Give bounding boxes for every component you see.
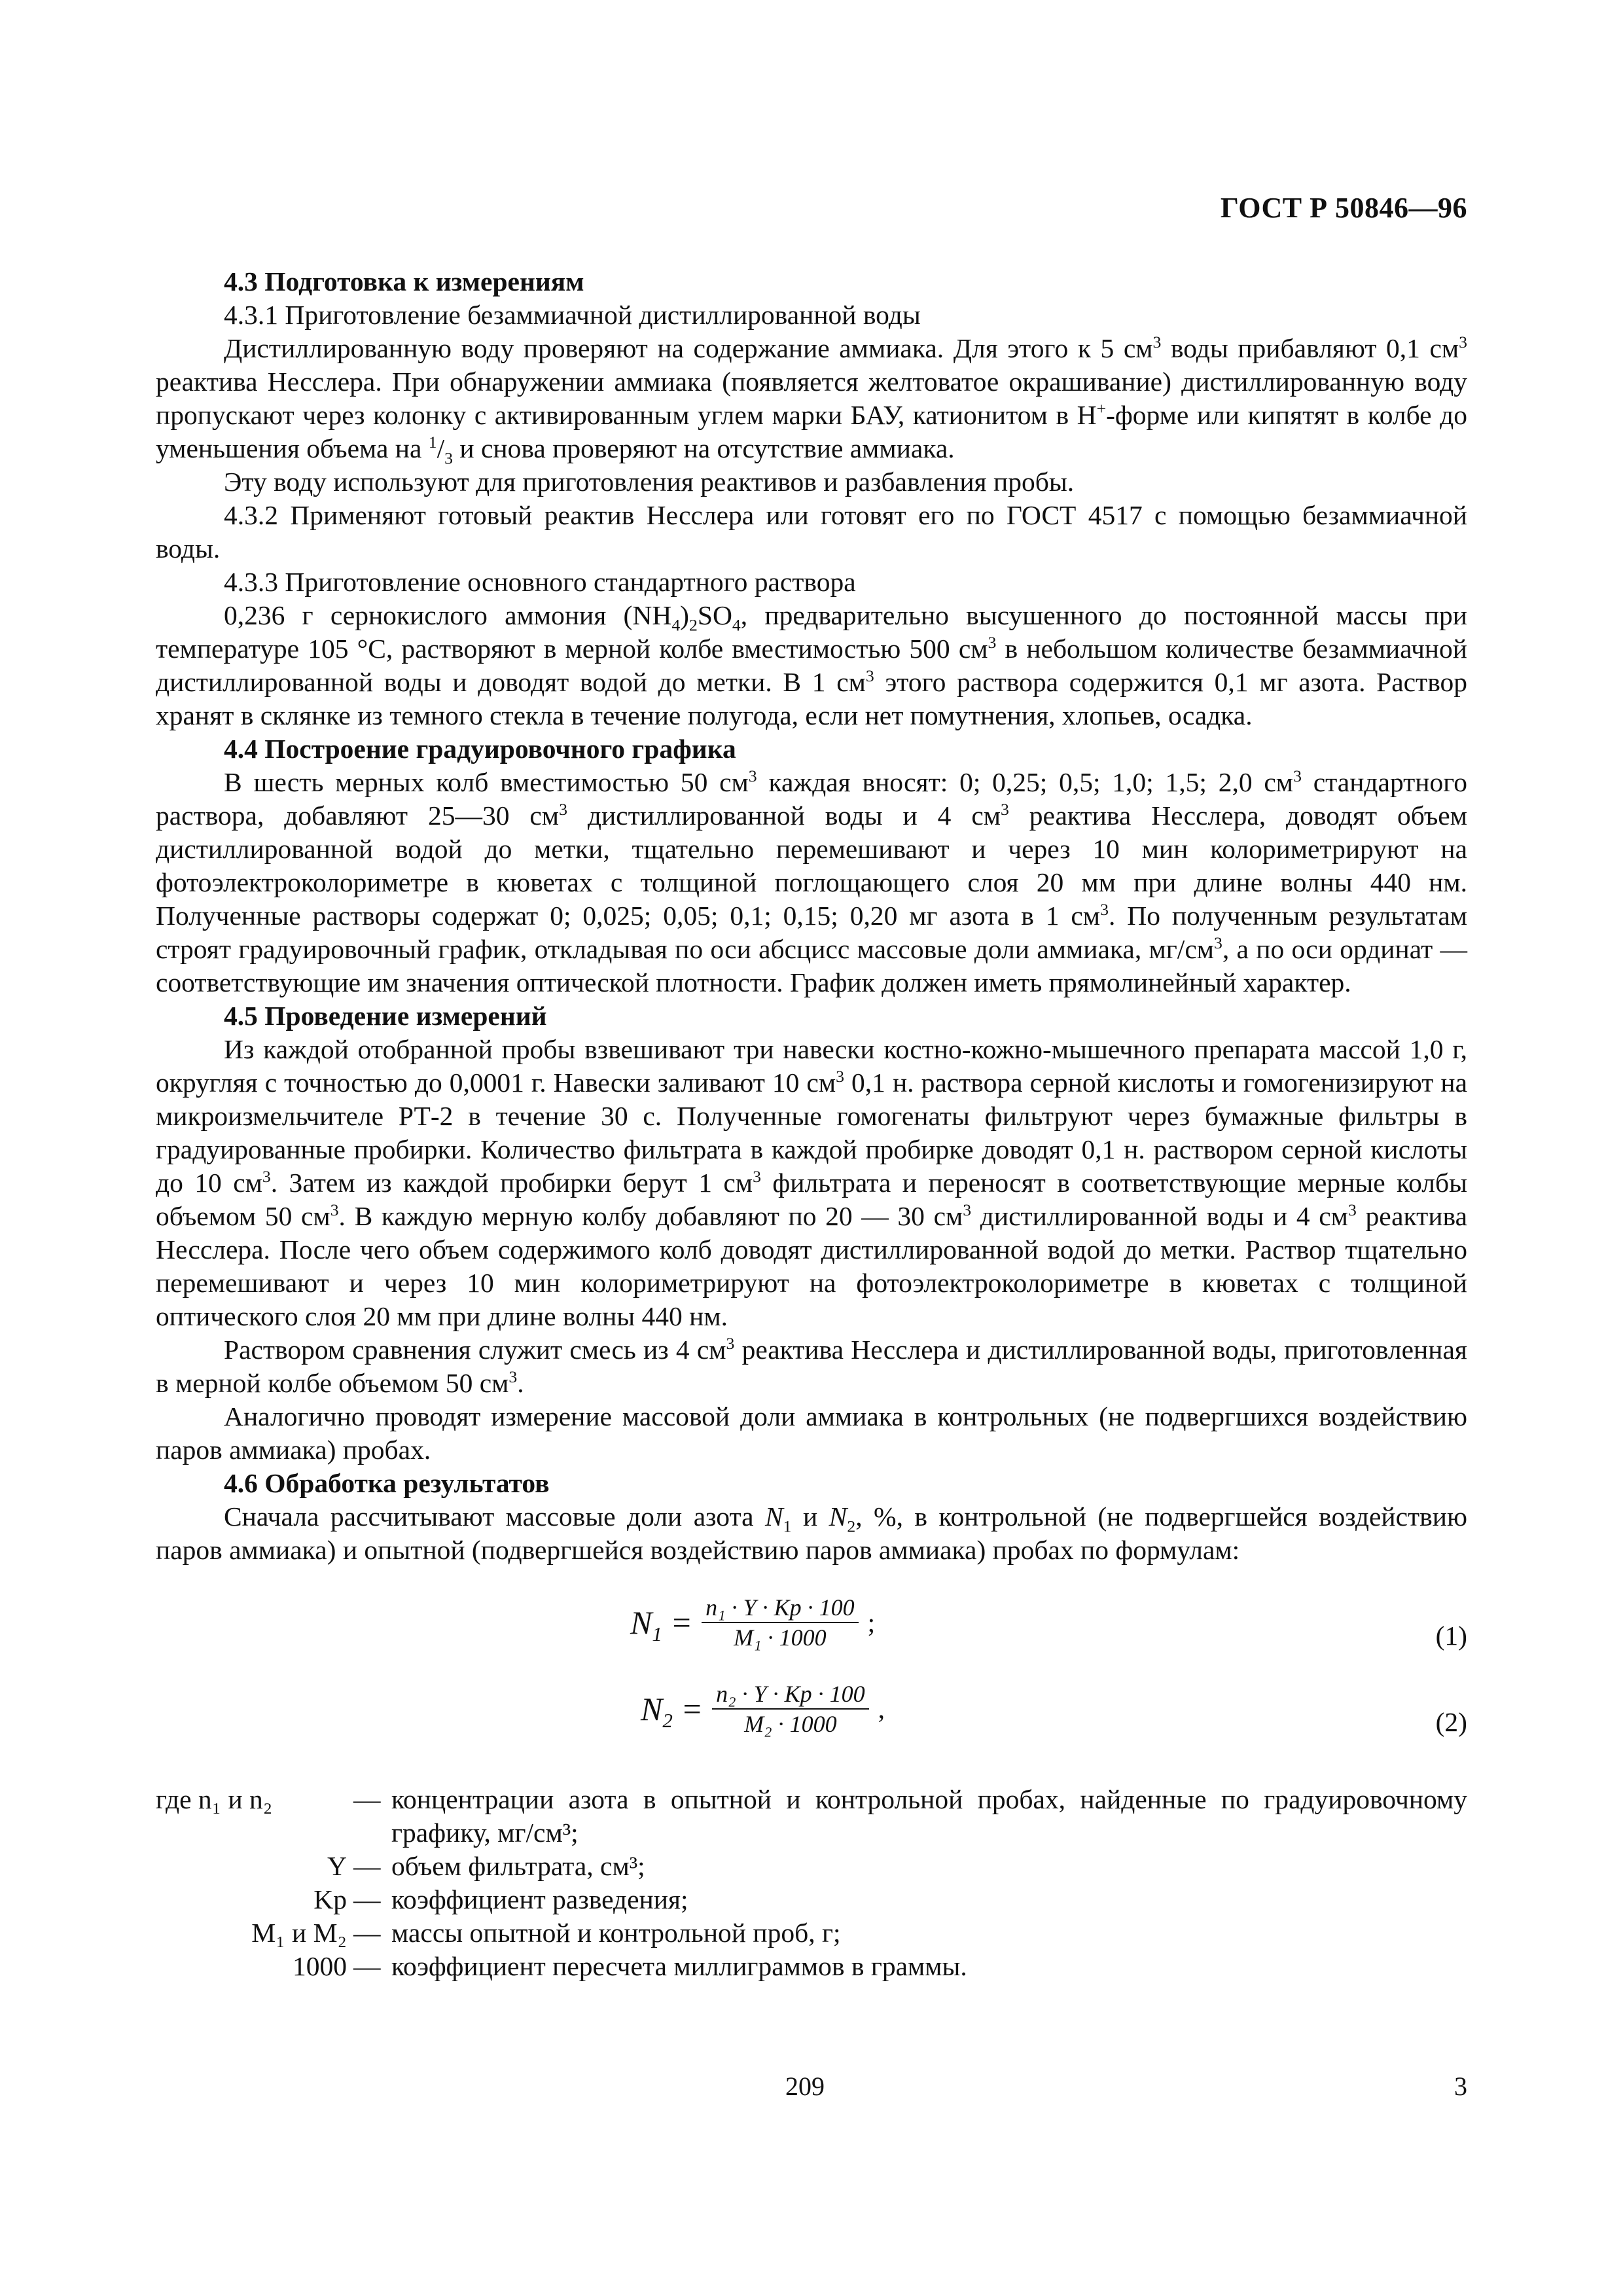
formula-2-fraction: $\frac{\text{n₂ · Y · Kр · 100}}{\text{M₂ · 1000}}$ [712, 1679, 869, 1738]
formula-2-lhs: $N_2$ = [641, 1690, 704, 1732]
paragraph-standard-solution: 0,236 г сернокислого аммония $(NH_4)_2SO_4$, предварительно высушенного до постоянной массы при температуре 105 °С, растворяют в мерной колбе вместимостью 500 $см^3$ в небольшом количестве безаммиачной дистиллированной воды и доводят водой до метки. В 1 $см^3$ этого раствора содержится 0,1 мг азота. Раствор хранят в склянке из темного стекла в течение полугода, если нет помутнения, хлопьев, осадка. [156, 600, 1467, 730]
paragraph-reference-solution: Раствором сравнения служит смесь из 4 $см^3$ реактива Несслера и дистиллированной воды, приготовленная в мерной колбе объемом 50 $см^3$. [156, 1334, 1467, 1398]
paragraph-results-intro: Сначала рассчитывают массовые доли азота $N_1$ и $N_2$, %, в контрольной (не подвергшейся воздействию паров аммиака) и опытной (подвергшейся воздействию паров аммиака) пробах по формулам: [156, 1501, 1467, 1565]
paragraph-measurement-procedure: Из каждой отобранной пробы взвешивают три навески костно-кожно-мышечного препарата массой 1,0 г, округляя с точностью до 0,0001 г. Навески заливают 10 $см^3$ 0,1 н. раствора серной кислоты и гомогенизируют на микроизмельчителе РТ-2 в течение 30 с. Полученные гомогенаты фильтруют через бумажные фильтры в градуированные пробирки. Количество фильтрата в каждой пробирке доводят 0,1 н. раствором серной кислоты до 10 $см^3$. Затем из каждой пробирки берут 1 $см^3$ фильтрата и переносят в соответствующие мерные колбы объемом 50 $см^3$. В каждую мерную колбу добавляют по 20 — 30 $см^3$ дистиллированной воды и 4 $см^3$ реактива Несслера. После чего объем содержимого колб доводят дистиллированной водой до метки. Раствор тщательно перемешивают и через 10 мин колориметрируют на фотоэлектроколориметре в кюветах с толщиной оптического слоя 20 мм при длине волны 440 нм. [156, 1034, 1468, 1331]
paragraph-calibration: В шесть мерных колб вместимостью 50 $см^3$ каждая вносят: 0; 0,25; 0,5; 1,0; 1,5; 2,0 $см^3$ стандартного раствора, добавляют 25—30 $см^3$ дистиллированной воды и 4 $см^3$ реактива Несслера, доводят объем дистиллированной водой до метки, тщательно перемешивают и через 10 мин колориметрируют на фотоэлектроколориметре в кюветах с толщиной поглощающего слоя 20 мм при длине волны 440 нм. Полученные растворы содержат 0; 0,025; 0,05; 0,1; 0,15; 0,20 мг азота в 1 $см^3$. По полученным результатам строят градуировочный график, откладывая по оси абсцисс массовые доли аммиака, $мг/см^3$, а по оси ординат — соответствующие им значения оптической плотности. График должен иметь прямолинейный характер. [156, 766, 1468, 997]
legend-row: Y — объем фильтрата, см³; [327, 1851, 645, 1881]
section-4-4-heading: 4.4 Построение градуировочного графика [224, 734, 736, 764]
section-4-5-heading: 4.5 Проведение измерений [224, 1001, 547, 1031]
paragraph-ammonia-check: Дистиллированную воду проверяют на содержание аммиака. Для этого к 5 $см^3$ воды прибавляют 0,1 $см^3$ реактива Несслера. При обнаружении аммиака (появляется желтоватое окрашивание) дистиллированную воду пропускают через колонку с активированным углем марки БАУ, катионитом в Н+-форме или кипятят в колбе до уменьшения объема на $^1/_3$ и снова проверяют на отсутствие аммиака. [156, 332, 1467, 468]
legend-row: где n₁ и n₂ — концентрации азота в опытной и контрольной пробах, найденные по градуировочному графику, мг/см³; [156, 1784, 1467, 1848]
paragraph-water-use: Эту воду используют для приготовления реактивов и разбавления пробы. [224, 467, 1075, 497]
legend-row: M₁ и M₂ — массы опытной и контрольной проб, г; [251, 1918, 841, 1948]
subsection-4-3-1-heading: 4.3.1 Приготовление безаммиачной дистиллированной воды [224, 300, 921, 330]
legend-row: 1000 — коэффициент пересчета миллиграммов в граммы. [293, 1951, 967, 1981]
subsection-4-3-3-heading: 4.3.3 Приготовление основного стандартного раствора [224, 567, 856, 597]
page-number-right: 3 [1454, 2072, 1467, 2101]
legend-row: Kр — коэффициент разведения; [313, 1884, 688, 1914]
symbol-legend [156, 1783, 1467, 1983]
paragraph-4-3-2: 4.3.2 Применяют готовый реактив Несслера или готовят его по ГОСТ 4517 с помощью безаммиачной воды. [156, 500, 1467, 564]
formula-1-lhs: $N_1$ = [630, 1604, 693, 1645]
paragraph-control-samples: Аналогично проводят измерение массовой доли аммиака в контрольных (не подвергшихся воздействию паров аммиака) пробах. [156, 1401, 1467, 1465]
section-4-6-heading: 4.6 Обработка результатов [224, 1468, 550, 1498]
page-number-center: 209 [785, 2072, 825, 2101]
formula-1: $N_1$ = $\frac{\text{n₁ · Y · Kр · 100}}{\text{M₁ · 1000}}$ ; (1) [156, 1593, 1467, 1670]
standard-code: ГОСТ Р 50846—96 [1220, 192, 1467, 224]
section-4-3-heading: 4.3 Подготовка к измерениям [224, 266, 584, 296]
formula-2: $N_2$ = $\frac{\text{n₂ · Y · Kр · 100}}{\text{M₂ · 1000}}$ , (2) [156, 1679, 1467, 1757]
document-body [156, 265, 1467, 1983]
formula-1-fraction: $\frac{\text{n₁ · Y · Kр · 100}}{\text{M₁ · 1000}}$ [702, 1593, 859, 1652]
formula-2-number: (2) [1435, 1707, 1467, 1737]
formula-1-number: (1) [1435, 1621, 1467, 1651]
